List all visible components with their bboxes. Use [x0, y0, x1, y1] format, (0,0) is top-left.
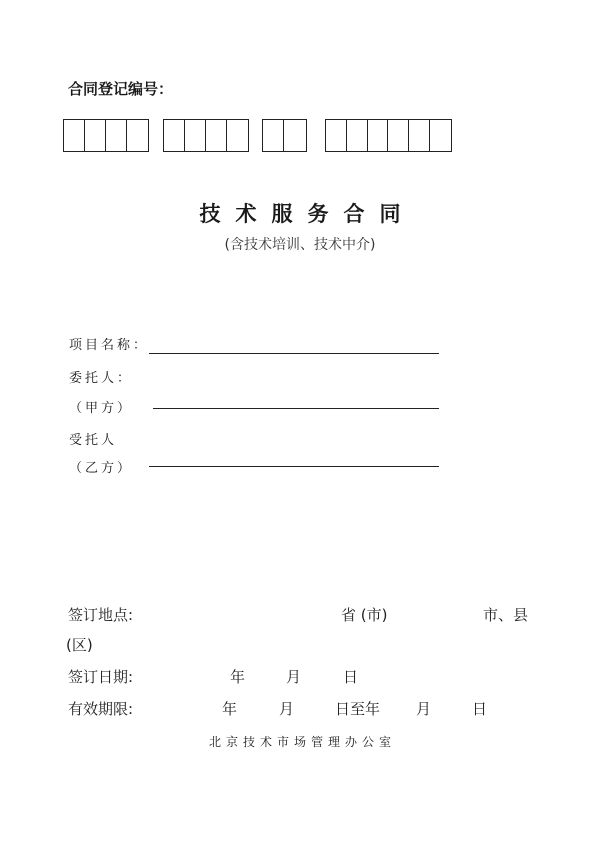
registration-digit-box[interactable] [409, 120, 430, 151]
issuer-footer: 北京技术市场管理办公室 [208, 735, 396, 749]
registration-digit-box[interactable] [106, 120, 127, 151]
validity-start-month-label: 月 [279, 700, 295, 718]
registration-digit-box[interactable] [388, 120, 409, 151]
registration-digit-box[interactable] [85, 120, 106, 151]
signing-place-label: 签订地点: [68, 606, 134, 624]
contract-title: 技术服务合同 [199, 201, 416, 226]
registration-digit-box[interactable] [326, 120, 347, 151]
contractor-label: 受托人 [69, 433, 118, 448]
validity-start-year-label: 年 [222, 700, 238, 718]
registration-digit-box[interactable] [263, 120, 284, 151]
registration-box-group-2 [163, 119, 249, 152]
validity-end-day-label: 日 [472, 700, 488, 718]
client-label: 委托人： [69, 371, 134, 386]
registration-digit-box[interactable] [227, 120, 248, 151]
registration-digit-box[interactable] [347, 120, 368, 151]
validity-period-label: 有效期限: [68, 700, 134, 718]
registration-digit-box[interactable] [164, 120, 185, 151]
registration-digit-box[interactable] [127, 120, 148, 151]
registration-digit-box[interactable] [206, 120, 227, 151]
contractor-party-label: （乙方） [69, 461, 134, 476]
registration-digit-box[interactable] [368, 120, 389, 151]
registration-box-group-3 [262, 119, 307, 152]
signing-month-label: 月 [286, 668, 302, 686]
registration-box-group-1 [63, 119, 149, 152]
signing-year-label: 年 [230, 668, 246, 686]
client-party-label: （甲方） [69, 401, 134, 416]
district-label: (区) [66, 636, 93, 654]
contractor-field[interactable] [149, 466, 439, 467]
contract-subtitle: (含技术培训、技术中介) [224, 237, 376, 253]
city-county-label: 市、县 [483, 606, 529, 624]
project-name-field[interactable] [149, 353, 439, 354]
registration-number-label: 合同登记编号： [68, 80, 174, 98]
registration-digit-box[interactable] [430, 120, 451, 151]
registration-digit-box[interactable] [185, 120, 206, 151]
validity-day-to-year-label: 日至年 [335, 700, 381, 718]
validity-end-month-label: 月 [416, 700, 432, 718]
province-label: 省 (市) [341, 606, 388, 624]
client-field[interactable] [153, 408, 439, 409]
registration-box-group-4 [325, 119, 452, 152]
signing-date-label: 签订日期: [68, 668, 134, 686]
signing-day-label: 日 [343, 668, 359, 686]
project-name-label: 项目名称： [69, 338, 150, 353]
registration-digit-box[interactable] [284, 120, 305, 151]
registration-digit-box[interactable] [64, 120, 85, 151]
